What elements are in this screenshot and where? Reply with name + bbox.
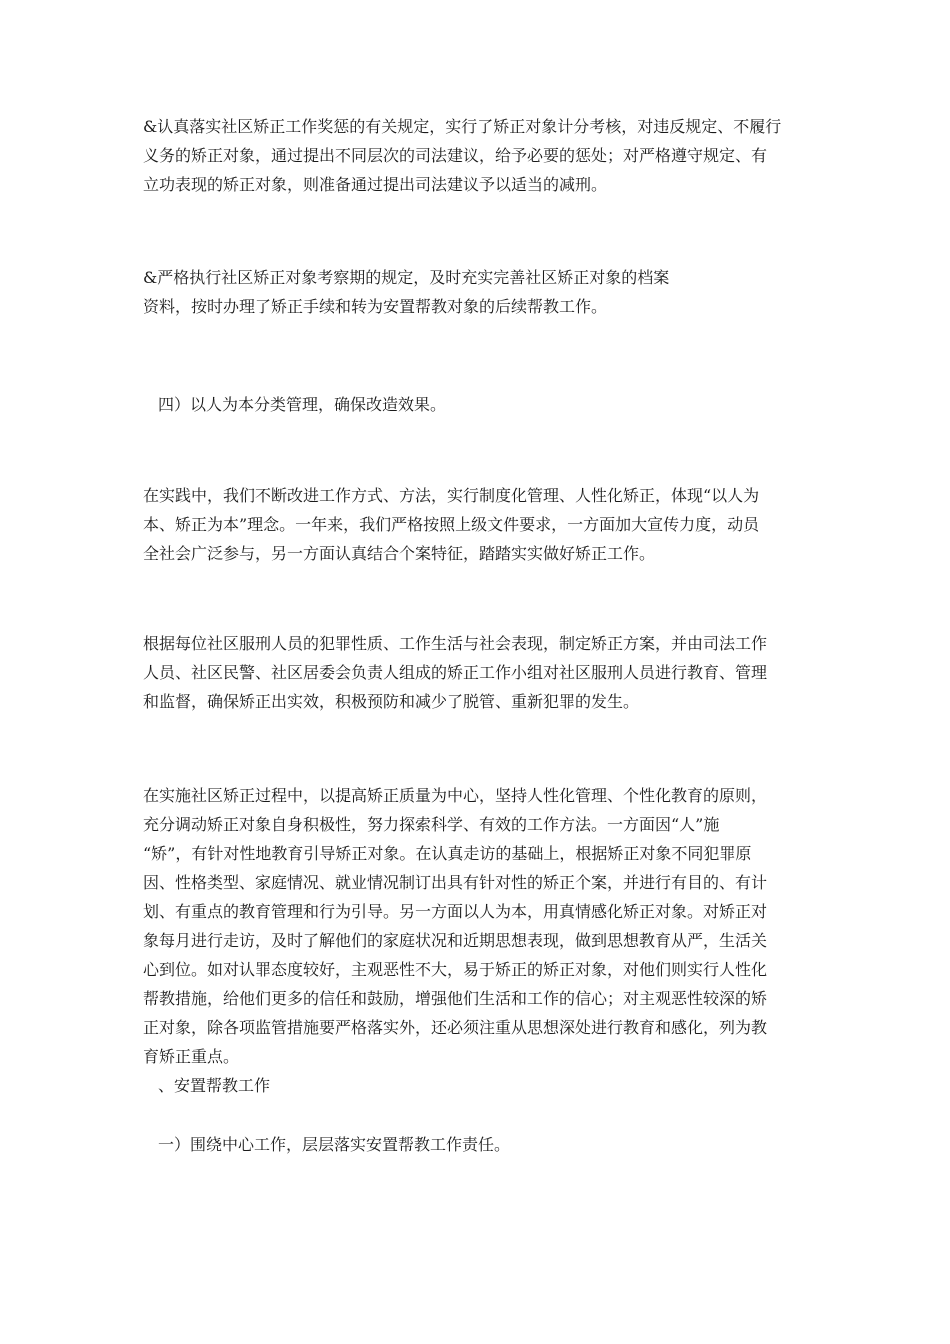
heading-text: 一）围绕中心工作，层层落实安置帮教工作责任。 xyxy=(158,1135,511,1154)
text-line: 因、性格类型、家庭情况、就业情况制订出具有针对性的矫正个案，并进行有目的、有计 xyxy=(143,873,768,892)
text-line: 全社会广泛参与，另一方面认真结合个案特征，踏踏实实做好矫正工作。 xyxy=(143,544,656,563)
text-line: 在实践中，我们不断改进工作方式、方法，实行制度化管理、人性化矫正，体现“以人为 xyxy=(143,486,760,505)
section-heading-4 xyxy=(158,390,838,419)
section-heading-1 xyxy=(158,1130,838,1159)
text-line: &严格执行社区矫正对象考察期的规定，及时充实完善社区矫正对象的档案 xyxy=(143,268,670,287)
paragraph-implementation xyxy=(143,781,823,1071)
paragraph-correction-plan xyxy=(143,629,823,716)
text-line: 义务的矫正对象，通过提出不同层次的司法建议，给予必要的惩处；对严格遵守规定、有 xyxy=(143,146,768,165)
text-line: 正对象，除各项监管措施要严格落实外，还必须注重从思想深处进行教育和感化，列为教 xyxy=(143,1018,768,1037)
text-line: 在实施社区矫正过程中，以提高矫正质量为中心，坚持人性化管理、个性化教育的原则， xyxy=(143,786,768,805)
paragraph-probation-files xyxy=(143,263,823,321)
text-line: 心到位。如对认罪态度较好，主观恶性不大，易于矫正的矫正对象，对他们则实行人性化 xyxy=(143,960,768,979)
section-heading-resettlement xyxy=(158,1071,838,1100)
paragraph-practice xyxy=(143,481,823,568)
text-line: 育矫正重点。 xyxy=(143,1047,240,1066)
text-line: 人员、社区民警、社区居委会负责人组成的矫正工作小组对社区服刑人员进行教育、管理 xyxy=(143,663,768,682)
text-line: 根据每位社区服刑人员的犯罪性质、工作生活与社会表现，制定矫正方案，并由司法工作 xyxy=(143,634,768,653)
text-line: 充分调动矫正对象自身积极性，努力探索科学、有效的工作方法。一方面因“人”施 xyxy=(143,815,720,834)
text-line: 象每月进行走访，及时了解他们的家庭状况和近期思想表现，做到思想教育从严，生活关 xyxy=(143,931,768,950)
text-line: 立功表现的矫正对象，则准备通过提出司法建议予以适当的减刑。 xyxy=(143,175,608,194)
text-line: 资料，按时办理了矫正手续和转为安置帮教对象的后续帮教工作。 xyxy=(143,297,608,316)
text-line: 帮教措施，给他们更多的信任和鼓励，增强他们生活和工作的信心；对主观恶性较深的矫 xyxy=(143,989,768,1008)
text-line: “矫”，有针对性地教育引导矫正对象。在认真走访的基础上，根据矫正对象不同犯罪原 xyxy=(143,844,752,863)
paragraph-reward-punishment xyxy=(143,112,823,199)
text-line: 划、有重点的教育管理和行为引导。另一方面以人为本，用真情感化矫正对象。对矫正对 xyxy=(143,902,768,921)
text-line: 和监督，确保矫正出实效，积极预防和减少了脱管、重新犯罪的发生。 xyxy=(143,692,640,711)
text-line: 本、矫正为本”理念。一年来，我们严格按照上级文件要求，一方面加大宣传力度，动员 xyxy=(143,515,760,534)
heading-text: 、安置帮教工作 xyxy=(158,1076,271,1095)
text-line: &认真落实社区矫正工作奖惩的有关规定，实行了矫正对象计分考核，对违反规定、不履行 xyxy=(143,117,782,136)
heading-text: 四）以人为本分类管理，确保改造效果。 xyxy=(158,395,447,414)
